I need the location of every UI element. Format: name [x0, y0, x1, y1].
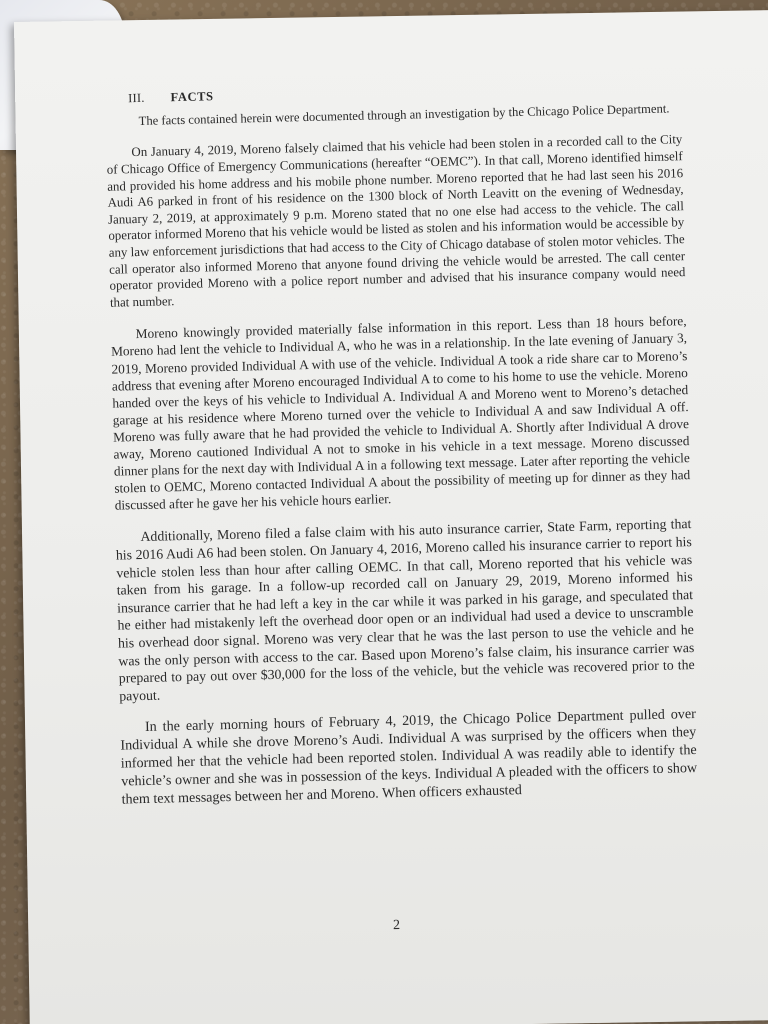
- paragraph-vehicle-lent: Moreno knowingly provided materially false information in this report. Less than 18 hours before, Moreno had lent the vehicle to Individual A, who he was in a relationship. In the late evening of January 3, 2019, Moreno provided Individual A with use of the vehicle. Individual A took a ride share car to Moreno’s address that evening after Moreno encouraged Individual A to come to his home to use the vehicle. Moreno handed over the keys of his vehicle to Individual A. Individual A and Moreno went to Moreno’s detached garage at his residence where Moreno turned over the vehicle to Individual A and saw Individual A off. Moreno was fully aware that he had provided the vehicle to Individual A. Shortly after Individual A drove away, Moreno cautioned Individual A not to smoke in his vehicle in a text message. Moreno discussed dinner plans for the next day with Individual A in a following text message. Later after reporting the vehicle stolen to OEMC, Moreno contacted Individual A about the possibility of meeting up for dinner as they had discussed after he gave her his vehicle hours earlier.: [110, 313, 691, 513]
- paragraph-intro: The facts contained herein were documented through an investigation by the Chicago Police Department.: [138, 101, 670, 128]
- paragraph-insurance-claim: Additionally, Moreno filed a false claim with his auto insurance carrier, State Farm, reporting that his 2016 Audi A6 had been stolen. On January 4, 2016, Moreno called his insurance carrier to report his vehicle stolen less than hour after calling OEMC. In that call, Moreno reported that his vehicle was taken from his garage. In a follow-up recorded call on January 29, 2019, Moreno informed his insurance carrier that he had left a key in the car while it was parked in his garage, and speculated that he either had mistakenly left the overhead door open or an individual had used a device to unscramble his overhead door signal. Moreno was very clear that he was the last person to use the vehicle and he was the only person with access to the car. Based upon Moreno’s false claim, his insurance carrier was prepared to pay out over $30,000 for the loss of the vehicle, but the vehicle was recovered prior to the payout.: [115, 516, 695, 704]
- paragraph-false-report: On January 4, 2019, Moreno falsely claimed that his vehicle had been stolen in a recorded call to the City of Chicago Office of Emergency Communications (hereafter “OEMC”). In that call, Moreno identified himself and provided his home address and his mobile phone number. Moreno reported that he had last seen his 2016 Audi A6 parked in front of his residence on the 1300 block of North Leavitt on the evening of Wednesday, January 2, 2019, at approximately 9 p.m. Moreno stated that no one else had access to the vehicle. The call operator informed Moreno that his vehicle would be listed as stolen and his information would be accessible by any law enforcement jurisdictions that had access to the City of Chicago database of stolen motor vehicles. The call operator also informed Moreno that anyone found driving the vehicle would be arrested. The call center operator provided Moreno with a police report number and advised that his insurance company would need that number.: [106, 132, 686, 310]
- page-number: 2: [392, 917, 401, 934]
- paragraph-traffic-stop: In the early morning hours of February 4, 2019, the Chicago Police Department pulled over Individual A while she drove Moreno’s Audi. Individual A was surprised by the officers when they informed her that the vehicle had been reported stolen. Individual A was readily able to identify the vehicle’s owner and she was in possession of the keys. Individual A pleaded with the officers to show them text messages between her and Moreno. When officers exhausted: [120, 706, 698, 808]
- section-number: III.: [127, 90, 145, 106]
- document-body: [95, 78, 698, 809]
- section-title: FACTS: [170, 89, 214, 105]
